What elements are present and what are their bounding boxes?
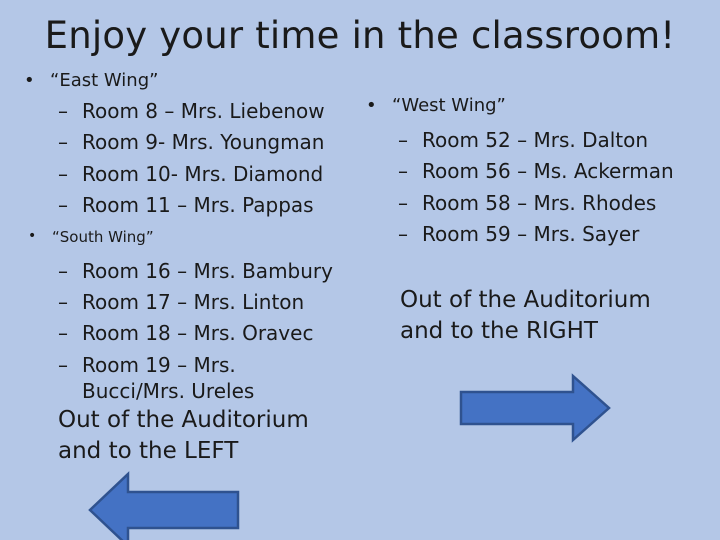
list-item [58, 96, 325, 127]
room-label: Room 59 – Mrs. Sayer [422, 221, 640, 246]
room-label: Room 58 – Mrs. Rhodes [422, 190, 657, 215]
room-label: Room 16 – Mrs. Bambury [82, 259, 333, 283]
room-label: Room 17 – Mrs. Linton [82, 290, 305, 314]
east-wing-room-list [58, 96, 325, 221]
west-wing-bullet [366, 95, 674, 121]
left-direction-note [58, 405, 309, 467]
south-wing-section [28, 228, 333, 404]
room-label-line2: Bucci/Mrs. Ureles [82, 379, 255, 403]
list-item [58, 159, 325, 190]
west-wing-label: “West Wing” [392, 95, 506, 116]
right-direction-line1: Out of the Auditorium [400, 287, 651, 313]
dash-icon: – [58, 130, 68, 155]
dash-icon: – [58, 290, 68, 314]
room-label: Room 56 – Ms. Ackerman [422, 159, 674, 184]
dash-icon: – [398, 221, 408, 246]
room-label: Room 10- Mrs. Diamond [82, 161, 324, 186]
bullet-icon: • [366, 95, 377, 116]
list-item [398, 156, 674, 187]
dash-icon: – [58, 161, 68, 186]
south-wing-label: “South Wing” [52, 228, 154, 246]
room-label: Room 9- Mrs. Youngman [82, 130, 325, 155]
list-item [58, 256, 333, 287]
dash-icon: – [398, 159, 408, 184]
right-direction-line2: and to the RIGHT [400, 318, 598, 344]
bullet-icon: • [24, 70, 35, 91]
list-item [58, 287, 333, 318]
slide-title: Enjoy your time in the classroom! [44, 14, 676, 57]
right-direction-note [400, 285, 651, 347]
east-wing-section [24, 70, 325, 221]
room-label: Room 18 – Mrs. Oravec [82, 321, 314, 345]
room-label: Room 8 – Mrs. Liebenow [82, 99, 325, 123]
left-direction-line1: Out of the Auditorium [58, 407, 309, 433]
list-item [398, 125, 674, 156]
room-label-line1: Room 19 – Mrs. [82, 353, 236, 377]
dash-icon: – [398, 190, 408, 215]
room-label: Room 11 – Mrs. Pappas [82, 192, 314, 217]
dash-icon: – [58, 192, 68, 217]
dash-icon: – [58, 353, 68, 377]
left-direction-line2: and to the LEFT [58, 438, 239, 464]
list-item [58, 190, 325, 221]
east-wing-label: “East Wing” [50, 70, 159, 91]
south-wing-room-list [58, 256, 333, 404]
list-item [58, 352, 333, 404]
left-arrow-icon [84, 468, 244, 540]
south-wing-bullet [28, 228, 333, 254]
list-item [398, 219, 674, 250]
west-wing-room-list [398, 125, 674, 250]
east-wing-bullet [24, 70, 325, 96]
dash-icon: – [398, 128, 408, 152]
west-wing-section [366, 95, 674, 250]
right-arrow-icon [455, 370, 615, 446]
dash-icon: – [58, 321, 68, 345]
bullet-icon: • [28, 228, 37, 244]
dash-icon: – [58, 99, 68, 123]
list-item [58, 127, 325, 158]
dash-icon: – [58, 259, 68, 283]
room-label: Room 52 – Mrs. Dalton [422, 128, 649, 152]
list-item [398, 188, 674, 219]
room-label [82, 352, 254, 404]
list-item [58, 318, 333, 349]
